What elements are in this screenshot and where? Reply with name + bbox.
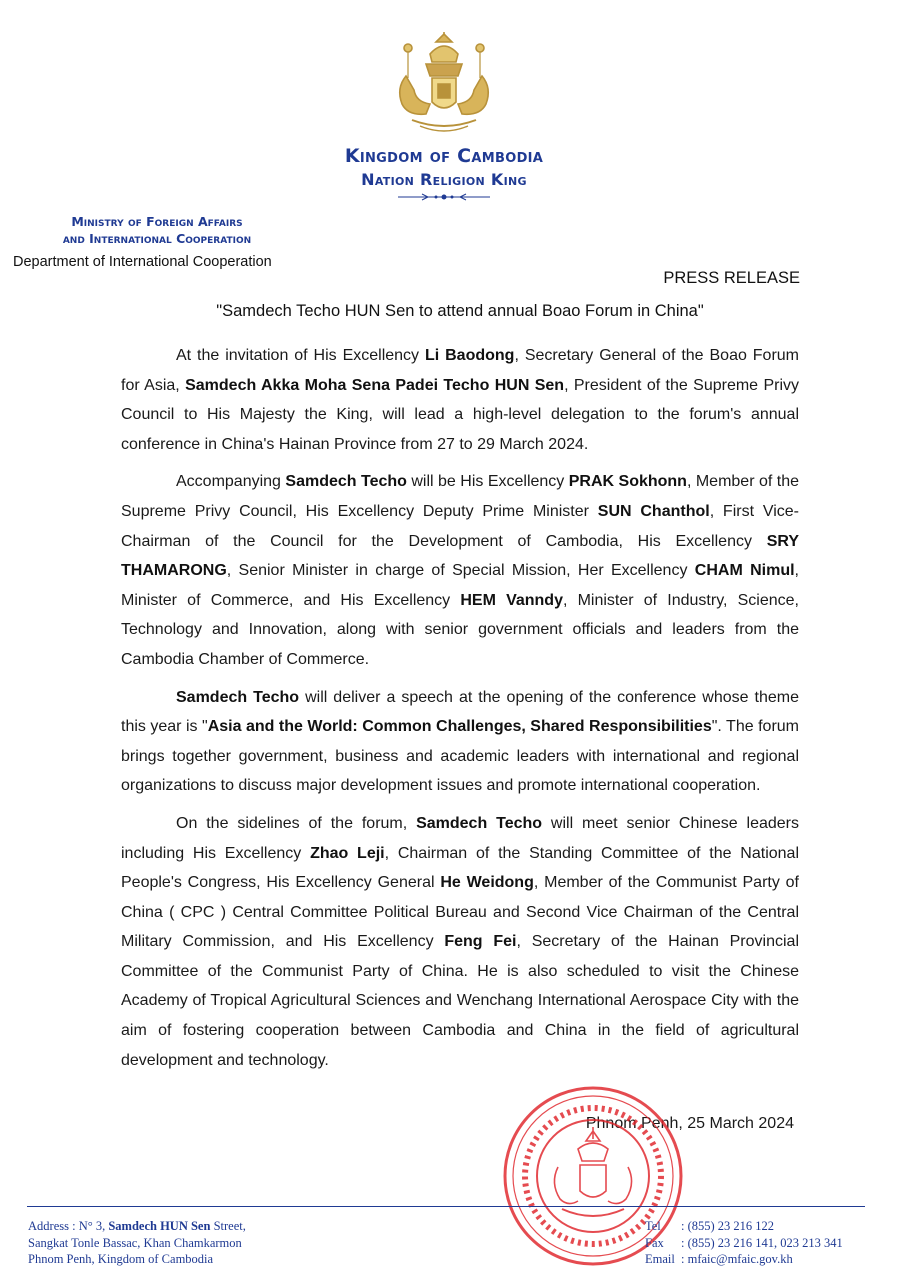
- paragraph: At the invitation of His Excellency Li Baodong, Secretary General of the Boao Forum for Asia, Samdech Akka Moha Sena Padei Techo HUN Sen, President of the Supreme Privy Council to His Majesty the King, will lead a high-level delegation to the forum's annual conference in China's Hainan Province from 27 to 29 March 2024.: [121, 347, 800, 453]
- bold-name: Samdech Techo: [176, 688, 300, 706]
- tel-value: : (855) 23 216 122: [681, 1219, 775, 1233]
- department-name: Department of International Cooperation: [13, 254, 272, 270]
- footer-divider: [27, 1206, 865, 1207]
- bold-name: CHAM Nimul: [694, 562, 795, 580]
- bold-name: He Weidong: [440, 874, 534, 892]
- bold-name: HEM Vanndy: [460, 591, 563, 609]
- bold-name: SUN Chanthol: [597, 502, 710, 520]
- dateline: Phnom Penh, 25 March 2024: [585, 1115, 794, 1132]
- document-type: PRESS RELEASE: [663, 269, 800, 287]
- kingdom-title: Kingdom of Cambodia: [344, 145, 544, 167]
- ministry-name-line2: and International Cooperation: [62, 231, 252, 246]
- bold-name: Samdech Akka Moha Sena Padei Techo HUN Sen: [185, 376, 565, 394]
- email-row: [645, 1251, 843, 1268]
- fax-row: [645, 1235, 843, 1252]
- footer-address: [28, 1218, 246, 1268]
- email-label: Email: [645, 1252, 675, 1266]
- bold-name: Asia and the World: Common Challenges, Shared Responsibilities: [207, 718, 712, 736]
- ministry-name-line1: Ministry of Foreign Affairs: [71, 214, 243, 229]
- address-street-name: Samdech HUN Sen: [108, 1219, 211, 1233]
- bold-name: Zhao Leji: [310, 844, 385, 862]
- address-line1: [28, 1218, 246, 1235]
- paragraph: Accompanying Samdech Techo will be His Excellency PRAK Sokhonn, Member of the Supreme Privy Council, His Excellency Deputy Prime Minister SUN Chanthol, First Vice-Chairman of the Council for the Development of Cambodia, His Excellency SRY THAMARONG, Senior Minister in charge of Special Mission, Her Excellency CHAM Nimul, Minister of Commerce, and His Excellency HEM Vanndy, Minister of Industry, Science, Technology and Innovation, along with senior government officials and leaders from the Cambodia Chamber of Commerce.: [121, 473, 800, 668]
- footer-contact: [645, 1218, 843, 1268]
- bold-name: Feng Fei: [444, 933, 517, 951]
- press-headline: "Samdech Techo HUN Sen to attend annual Boao Forum in China": [216, 302, 704, 320]
- bold-name: Li Baodong: [424, 347, 515, 364]
- bold-name: Samdech Techo: [285, 473, 407, 491]
- fax-value: : (855) 23 216 141, 023 213 341: [681, 1235, 843, 1250]
- address-street-suffix: Street,: [210, 1219, 246, 1233]
- address-line3: Phnom Penh, Kingdom of Cambodia: [28, 1252, 214, 1266]
- ornament-divider-icon: [398, 192, 490, 202]
- press-body: [121, 341, 799, 1083]
- paragraph: Samdech Techo will deliver a speech at the opening of the conference whose theme this year is "Asia and the World: Common Challenges, Shared Responsibilities". The forum brings together government, business and academic leaders with international and regional organizations to discuss major development issues and promote international cooperation.: [121, 688, 800, 795]
- national-motto: Nation Religion King: [361, 170, 527, 189]
- email-value: : mfaic@mfaic.gov.kh: [681, 1252, 793, 1266]
- tel-row: [645, 1218, 843, 1235]
- tel-label: Tel: [645, 1219, 661, 1233]
- royal-arms-emblem-icon: [386, 28, 502, 140]
- address-label: Address : N° 3,: [28, 1219, 109, 1233]
- fax-label: Fax: [645, 1235, 664, 1250]
- bold-name: SRY THAMARONG: [121, 532, 799, 580]
- bold-name: PRAK Sokhonn: [568, 473, 687, 491]
- address-line2: Sangkat Tonle Bassac, Khan Chamkarmon: [28, 1235, 242, 1250]
- bold-name: Samdech Techo: [416, 814, 543, 832]
- paragraph: On the sidelines of the forum, Samdech Techo will meet senior Chinese leaders including His Excellency Zhao Leji, Chairman of the Standing Committee of the National People's Congress, His Excellency General He Weidong, Member of the Communist Party of China ( CPC ) Central Committee Political Bureau and Second Vice Chairman of the Central Military Commission, and His Excellency Feng Fei, Secretary of the Hainan Provincial Committee of the Communist Party of China. He is also scheduled to visit the Chinese Academy of Tropical Agricultural Sciences and Wenchang International Aerospace City with the aim of fostering cooperation between Cambodia and China in the field of agricultural development and technology.: [121, 814, 800, 1069]
